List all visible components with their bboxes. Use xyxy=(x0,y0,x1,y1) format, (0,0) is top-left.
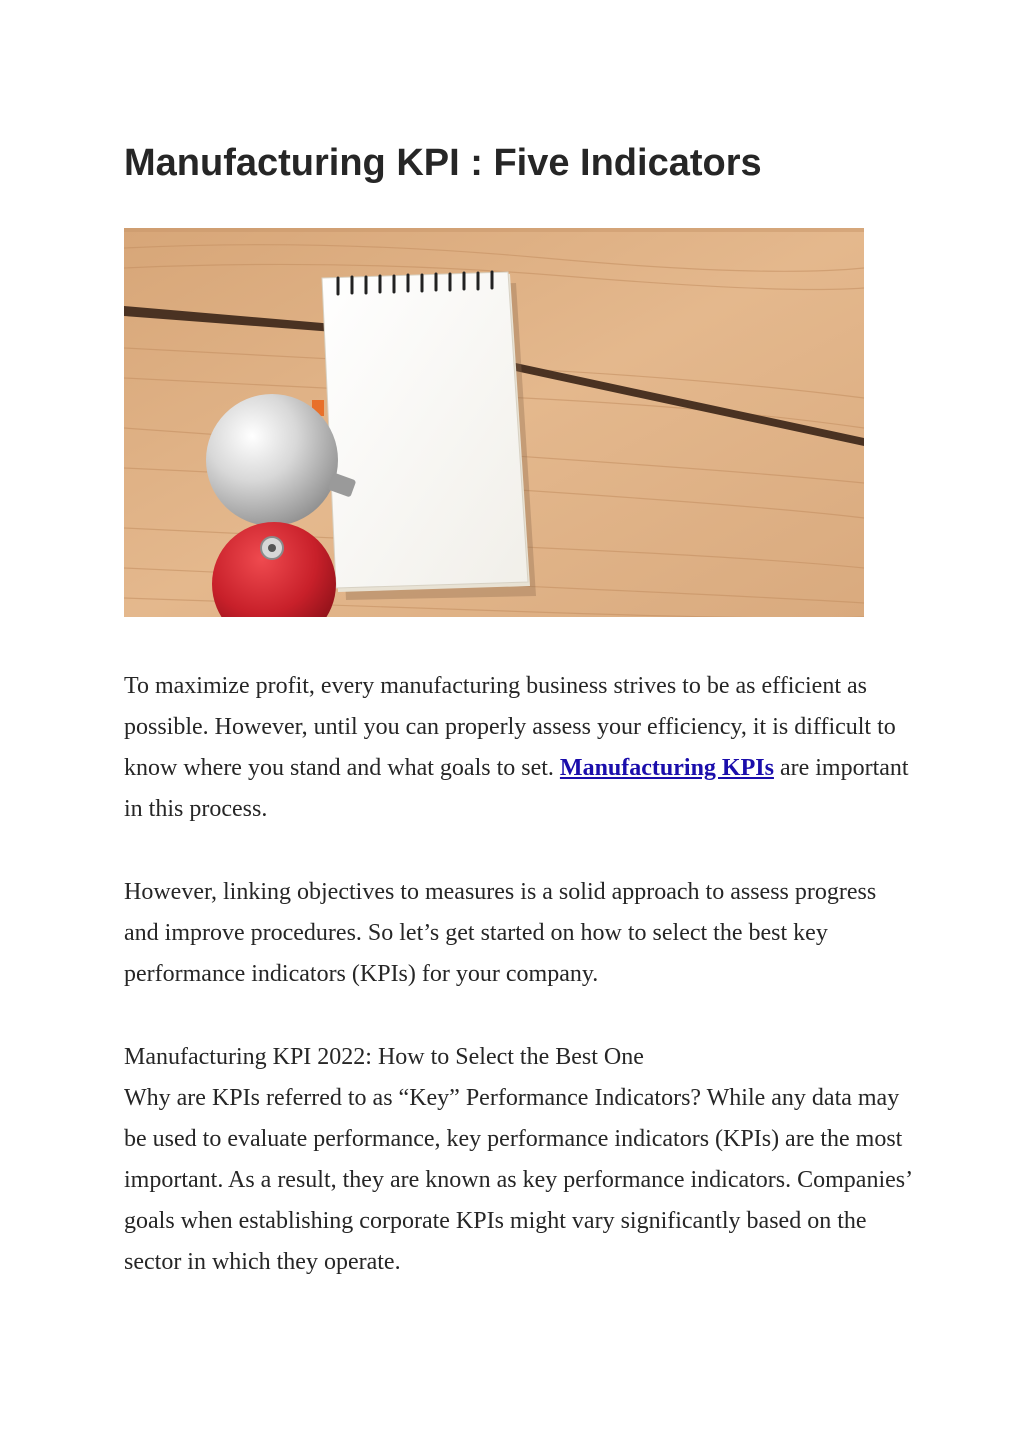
section-heading: Manufacturing KPI 2022: How to Select the Best One xyxy=(124,1044,644,1070)
body-paragraph: Why are KPIs referred to as “Key” Performance Indicators? While any data may be used to evaluate performance, key performance indicators (KPIs) are the most important. As a result, they are known as key performance indicators. Companies’ goals when establishing corporate KPIs might vary significantly based on the sector in which they operate. xyxy=(124,1085,912,1275)
manufacturing-kpis-link[interactable]: Manufacturing KPIs xyxy=(559,755,774,781)
intro-text-end: are important in this process. xyxy=(124,755,909,822)
intro-text: To maximize profit, every manufacturing business strives to be as efficient as possible. However, until you can properly assess your efficiency, it is difficult to know where you stand and what goals to set. xyxy=(124,673,896,781)
page-title: Manufacturing KPI : Five Indicators xyxy=(124,142,762,184)
body-paragraph: However, linking objectives to measures is a solid approach to assess progress and improve procedures. So let’s get started on how to select the best key performance indicators (KPIs) for your company. xyxy=(124,879,877,987)
notepad-icon xyxy=(322,272,530,592)
intro-paragraph xyxy=(124,666,914,830)
hero-image xyxy=(124,228,864,617)
